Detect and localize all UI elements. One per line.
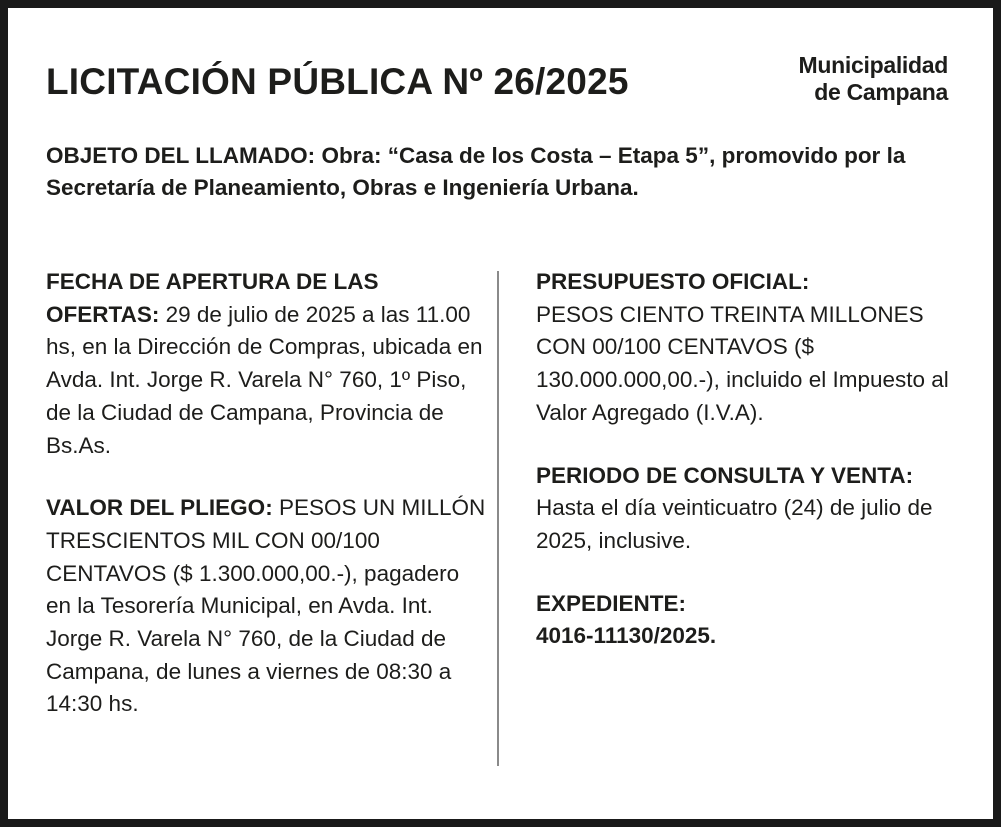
pliego-paragraph — [46, 492, 486, 721]
consulta-text: Hasta el día veinticuatro (24) de julio de 2025, inclusive. — [536, 495, 933, 553]
apertura-label: FECHA DE APERTURA DE LAS OFERTAS: — [46, 269, 379, 327]
presupuesto-text: PESOS CIENTO TREINTA MILLONES CON 00/100 CENTAVOS ($ 130.000.000,00.-), incluido el Impuesto al Valor Agregado (I.V.A). — [536, 301, 949, 425]
presupuesto-paragraph — [536, 266, 976, 430]
objeto-paragraph — [46, 140, 946, 203]
right-column — [536, 266, 976, 653]
left-column — [46, 266, 486, 721]
apertura-text: 29 de julio de 2025 a las 11.00 hs, en la Dirección de Compras, ubicada en Avda. Int. Jorge R. Varela N° 760, 1º Piso, de la Ciudad de Campana, Provincia de Bs.As. — [46, 301, 483, 458]
expediente-paragraph — [536, 588, 976, 653]
consulta-paragraph — [536, 460, 976, 558]
objeto-label: OBJETO DEL LLAMADO: — [46, 143, 316, 168]
objeto-text: Obra: “Casa de los Costa – Etapa 5”, promovido por la Secretaría de Planeamiento, Obras e Ingeniería Urbana. — [46, 143, 906, 200]
logo-line-1: Municipalidad — [798, 52, 948, 78]
expediente-number: 4016-11130/2025. — [536, 623, 717, 649]
pliego-text: PESOS UN MILLÓN TRESCIENTOS MIL CON 00/100 CENTAVOS ($ 1.300.000,00.-), pagadero en la Tesorería Municipal, en Avda. Int. Jorge R. Varela N° 760, de la Ciudad de Campana, de lunes a viernes de 08:30 a 14:30 hs. — [46, 495, 486, 717]
consulta-label: PERIODO DE CONSULTA Y VENTA: — [536, 462, 914, 488]
pliego-label: VALOR DEL PLIEGO: — [46, 495, 273, 521]
expediente-label: EXPEDIENTE: — [536, 590, 687, 616]
logo-line-2: de Campana — [814, 79, 948, 105]
municipality-logo — [748, 52, 948, 106]
presupuesto-label: PRESUPUESTO OFICIAL: — [536, 269, 810, 294]
apertura-paragraph — [46, 266, 486, 462]
notice-title: LICITACIÓN PÚBLICA Nº 26/2025 — [46, 61, 629, 102]
column-divider — [497, 271, 499, 766]
